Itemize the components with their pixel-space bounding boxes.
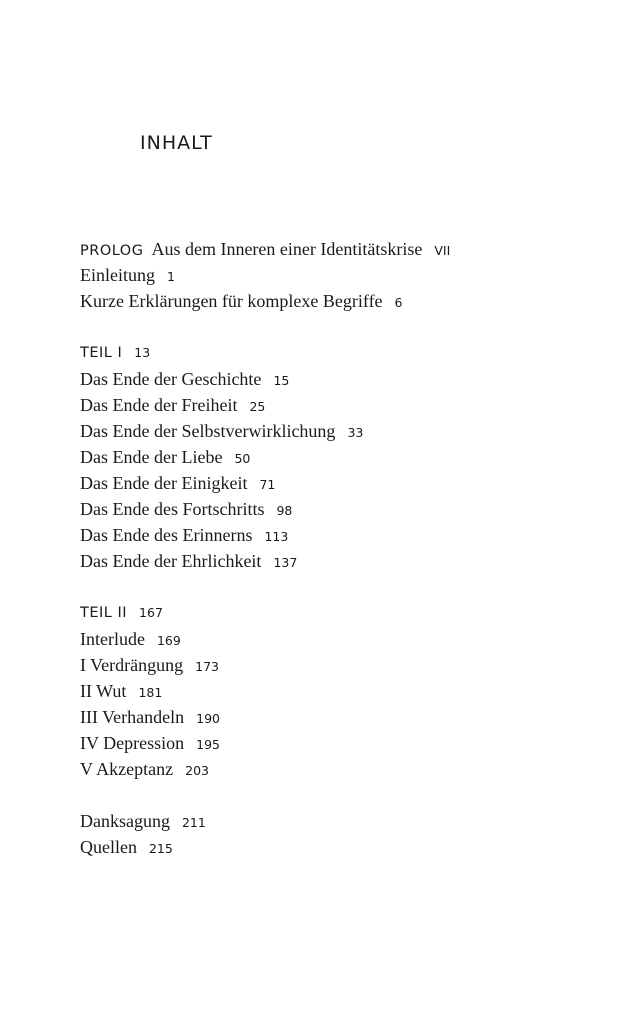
toc-page-number: 13 (134, 345, 151, 360)
toc-page-number: 169 (156, 633, 181, 648)
toc-entry (80, 678, 600, 704)
toc-section-label: TEIL I (80, 345, 123, 361)
toc-entry (80, 288, 600, 314)
toc-entry (80, 470, 600, 496)
toc-page-number: 195 (196, 737, 221, 752)
toc-section (80, 236, 600, 314)
toc-page-number: 6 (394, 295, 403, 310)
toc-entry-title: I Verdrängung (80, 655, 184, 675)
toc-page-number: 137 (273, 555, 298, 570)
toc-entry (80, 392, 600, 418)
toc-entry-title: Einleitung (80, 265, 155, 285)
toc-section (80, 808, 600, 860)
toc-entry (80, 548, 600, 574)
toc-section (80, 340, 600, 574)
table-of-contents (80, 236, 600, 886)
toc-entry-title: V Akzeptanz (80, 759, 174, 779)
toc-page-number: 167 (139, 605, 163, 620)
toc-entry (80, 262, 600, 288)
toc-page-number: 113 (264, 529, 289, 544)
toc-page-number: 173 (195, 659, 219, 674)
toc-page-number: 50 (234, 451, 251, 466)
toc-page-number: 25 (249, 399, 266, 414)
toc-section (80, 600, 600, 782)
toc-entry-title: Das Ende der Selbstverwirklichung (80, 421, 336, 441)
toc-page-number: 15 (273, 373, 290, 388)
toc-entry-title: Das Ende der Einigkeit (80, 473, 248, 493)
toc-entry (80, 522, 600, 548)
toc-entry (80, 834, 600, 860)
toc-page-number: 1 (167, 269, 175, 284)
toc-entry (80, 808, 600, 834)
toc-entry (80, 444, 600, 470)
toc-entry-title: Aus dem Inneren einer Identitätskrise (151, 239, 423, 259)
toc-entry (80, 236, 600, 262)
toc-entry-title: II Wut (80, 681, 127, 701)
toc-entry (80, 704, 600, 730)
toc-section-label: TEIL II (80, 605, 128, 621)
toc-page-number: 98 (276, 503, 293, 518)
toc-entry-title: Das Ende der Freiheit (80, 395, 238, 415)
toc-page-number: 181 (138, 685, 163, 700)
toc-entry (80, 600, 600, 626)
toc-entry (80, 730, 600, 756)
toc-entry-title: III Verhandeln (80, 707, 185, 727)
toc-entry-title: Interlude (80, 629, 145, 649)
toc-entry (80, 652, 600, 678)
toc-entry-title: Danksagung (80, 811, 170, 831)
toc-entry-title: IV Depression (80, 733, 185, 753)
toc-entry (80, 340, 600, 366)
toc-entry-title: Das Ende des Fortschritts (80, 499, 265, 519)
page-title: INHALT (140, 132, 213, 154)
toc-section-label: PROLOG (80, 243, 144, 259)
toc-entry-title: Das Ende der Liebe (80, 447, 223, 467)
toc-entry-title: Das Ende der Geschichte (80, 369, 262, 389)
toc-entry-title: Quellen (80, 837, 137, 857)
toc-entry (80, 756, 600, 782)
toc-entry-title: Kurze Erklärungen für komplexe Begriffe (80, 291, 383, 311)
toc-page-number: 71 (259, 477, 276, 492)
toc-page-number: 211 (181, 815, 206, 830)
toc-entry (80, 626, 600, 652)
toc-page-number: 33 (347, 425, 364, 440)
toc-page-number: 203 (185, 763, 209, 778)
toc-page-number: 190 (196, 711, 220, 726)
toc-page-number: VII (434, 243, 451, 258)
toc-entry (80, 418, 600, 444)
toc-entry (80, 496, 600, 522)
toc-entry-title: Das Ende der Ehrlichkeit (80, 551, 262, 571)
toc-entry-title: Das Ende des Erinnerns (80, 525, 253, 545)
toc-page-number: 215 (148, 841, 173, 856)
toc-entry (80, 366, 600, 392)
